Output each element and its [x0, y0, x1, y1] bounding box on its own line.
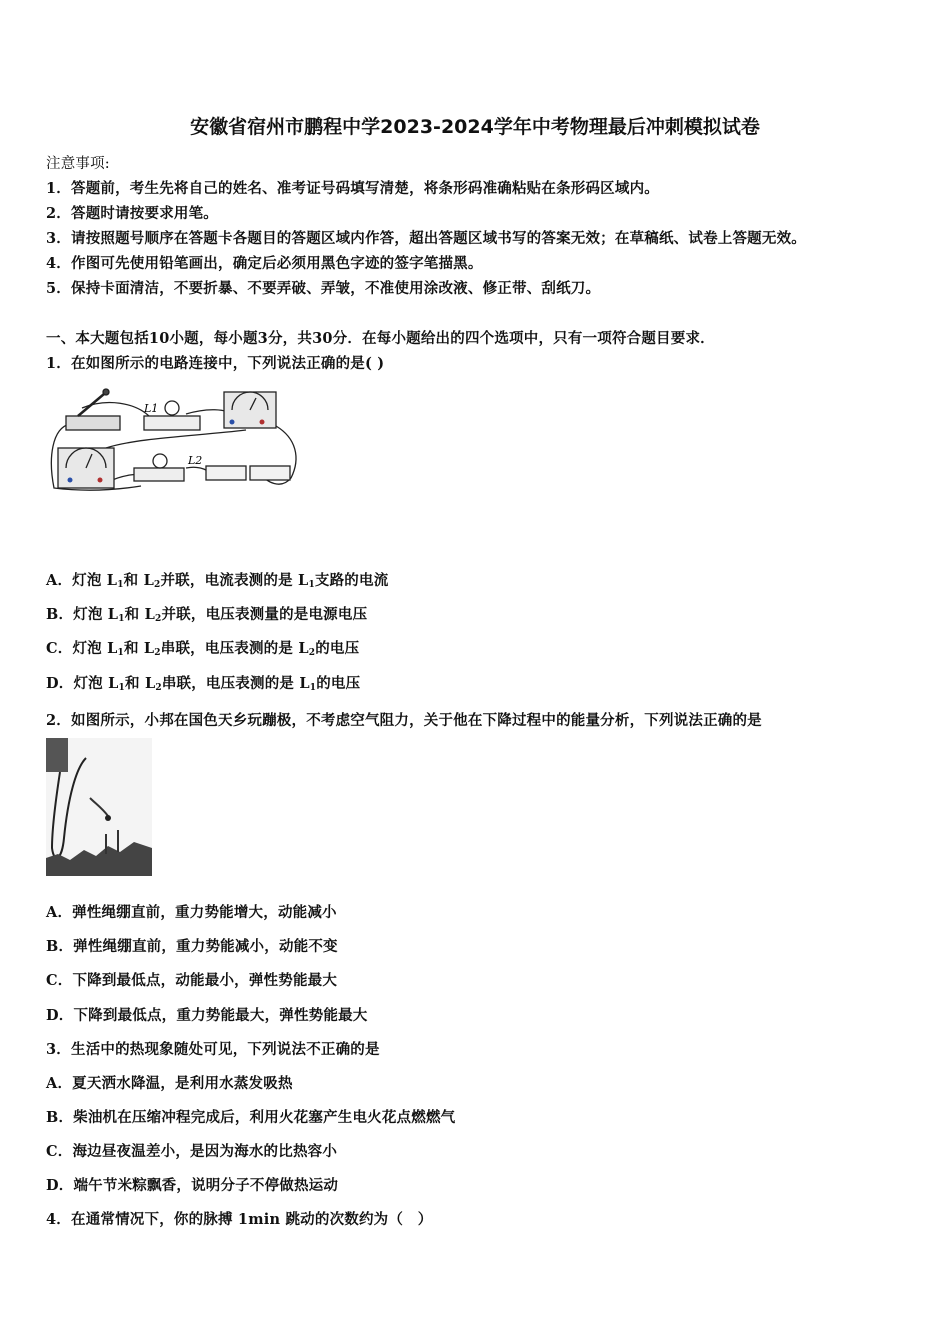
q2-option-c: C．下降到最低点，动能最小，弹性势能最大: [46, 972, 338, 989]
q3-option-c: C．海边昼夜温差小，是因为海水的比热容小: [46, 1143, 338, 1160]
notice-heading: 注意事项:: [46, 156, 110, 172]
label-l2: L2: [188, 454, 203, 467]
q4-stem: 4．在通常情况下，你的脉搏 1min 跳动的次数约为（ ）: [46, 1211, 433, 1228]
q1-stem: 1．在如图所示的电路连接中，下列说法正确的是( ): [46, 355, 385, 372]
q1-option-b: B．灯泡 $L_1$和 $L_2$并联，电压表测量的是电源电压: [46, 606, 368, 624]
q1-option-a: A．灯泡 $L_1$和 $L_2$并联，电流表测的是 $L_1$支路的电流: [46, 572, 389, 590]
q3-option-d: D．端午节米粽飘香，说明分子不停做热运动: [46, 1177, 339, 1194]
notice-item-2: 2．答题时请按要求用笔。: [46, 205, 218, 222]
notice-item-4: 4．作图可先使用铅笔画出，确定后必须用黑色字迹的签字笔描黑。: [46, 255, 483, 272]
q3-option-b: B．柴油机在压缩冲程完成后，利用火花塞产生电火花点燃燃气: [46, 1109, 456, 1126]
q2-option-d: D．下降到最低点，重力势能最大，弹性势能最大: [46, 1007, 368, 1024]
page-title: 安徽省宿州市鹏程中学2023-2024学年中考物理最后冲刺模拟试卷: [190, 116, 760, 138]
q2-option-b: B．弹性绳绷直前，重力势能减小，动能不变: [46, 938, 338, 955]
section-heading: 一、本大题包括10小题，每小题3分，共30分．在每小题给出的四个选项中，只有一项符合题目要求．: [46, 330, 715, 347]
notice-item-1: 1．答题前，考生先将自己的姓名、准考证号码填写清楚，将条形码准确粘贴在条形码区域内。: [46, 180, 659, 197]
q2-option-a: A．弹性绳绷直前，重力势能增大，动能减小: [46, 904, 337, 921]
bungee-photo: [46, 738, 152, 876]
circuit-figure: [46, 378, 308, 498]
label-l1: L1: [144, 402, 159, 415]
notice-item-3: 3．请按照题号顺序在答题卡各题目的答题区域内作答，超出答题区域书写的答案无效；在草稿纸、试卷上答题无效。: [46, 230, 806, 247]
q3-option-a: A．夏天洒水降温，是利用水蒸发吸热: [46, 1075, 293, 1092]
q3-stem: 3．生活中的热现象随处可见，下列说法不正确的是: [46, 1041, 380, 1058]
q1-option-c: C．灯泡 $L_1$和 $L_2$串联，电压表测的是 $L_2$的电压: [46, 640, 360, 658]
notice-item-5: 5．保持卡面清洁，不要折暴、不要弄破、弄皱，不准使用涂改液、修正带、刮纸刀。: [46, 280, 601, 297]
q2-stem: 2．如图所示，小邦在国色天乡玩蹦极，不考虑空气阻力，关于他在下降过程中的能量分析，下列说法正确的是: [46, 712, 762, 729]
q1-option-d: D．灯泡 $L_1$和 $L_2$串联，电压表测的是 $L_1$的电压: [46, 675, 361, 693]
